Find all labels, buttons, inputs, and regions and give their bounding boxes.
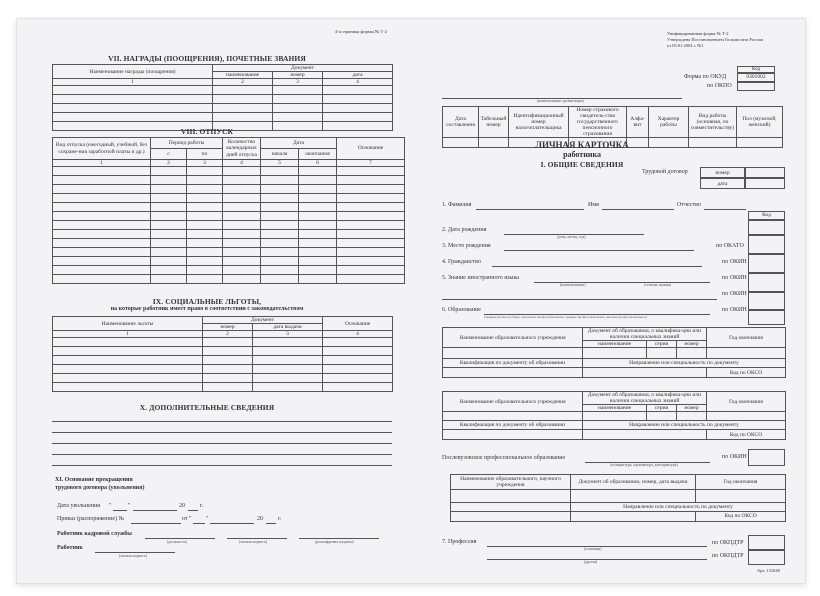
education-table-1: Наименование образовательного учреждения Документ об образовании, о квалифика-ции или наличии специальных знаний Год окончания наименование серия номер Квалификация по документу об образовании Направление или специальность по документу Код по ОКСО xyxy=(442,327,786,378)
card-subtitle: работника xyxy=(563,150,601,159)
dismissal-month-field[interactable] xyxy=(133,510,177,511)
profession-main-code[interactable] xyxy=(748,535,785,550)
awards-table: Наименование награды (поощрения) Документ наименование номер дата 1 2 3 4 xyxy=(52,64,393,131)
code-header: Код xyxy=(737,66,775,73)
language-code-box[interactable] xyxy=(748,273,785,292)
education-table-2: Наименование образовательного учреждения Документ об образовании, о квалифика-ции или наличии специальных знаний Год окончания наименование серия номер Квалификация по документу об образовании Направление или специальность по документу Код по ОКСО xyxy=(442,391,786,440)
hr-sign-field[interactable] xyxy=(227,538,287,539)
surname-field[interactable] xyxy=(476,209,584,210)
left-page: 4-я страница формы № Т-2 VII. НАГРАДЫ (ПООЩРЕНИЯ), ПОЧЕТНЫЕ ЗВАНИЯ Наименование награды (поощрения) Документ наименование номер дата 1 2 3 4 VIII. ОТПУСК Вид отпуска (ежегодный, учебный, без сохране-ния заработной платы и др.) Период работы Количество календарных дней отпуска Дата Основание с по начала окончания 1 2 3 4 5 6 7 IX. СОЦИАЛЬНЫЕ ЛЬГОТЫ, на которые работник имеет право в соответствии с законодательством Наименование льготы Документ Основание номер дата выдачи 1 2 3 4 X. ДОПОЛНИТЕЛЬНЫЕ СВЕДЕНИЯ XI. Основание прекращения трудового договора (увольнения) Дата увольнения " " 20 г. Приказ (распоряжение) № от " " 20 г. Работник кадровой службы (должность) (личная подпись) (расшифровка подписи) Работник (личная подпись) xyxy=(17,19,412,583)
order-year-field[interactable] xyxy=(266,523,276,524)
okpo-label: по ОКПО xyxy=(707,83,732,89)
section10-title: X. ДОПОЛНИТЕЛЬНЫЕ СВЕДЕНИЯ xyxy=(139,403,275,412)
header-table: Дата составления Табельный номер Идентификационный номер налогоплательщика Номер страхового свидетель-ства государственного пенсионного страхования Алфа-вит Характер работы Вид работы (основная, по совместительству) Пол (мужской, женский) xyxy=(442,106,783,148)
profession-other-code[interactable] xyxy=(748,550,785,565)
surname-label: 1. Фамилия xyxy=(442,202,472,208)
organization-caption: (наименование организации) xyxy=(537,99,584,103)
postgrad-label: Послевузовское профессиональное образование xyxy=(442,455,566,461)
order-label: Приказ (распоряжение) № xyxy=(57,516,125,522)
contract-date-label: дата xyxy=(700,178,745,189)
contract-date-field[interactable] xyxy=(745,178,785,189)
form-sheet xyxy=(16,18,806,584)
hr-position-field[interactable] xyxy=(145,538,215,539)
section9-title: IX. СОЦИАЛЬНЫЕ ЛЬГОТЫ, xyxy=(152,297,262,306)
education-label: 6. Образование xyxy=(442,307,481,313)
okato-code-box[interactable] xyxy=(748,235,785,254)
order-month-field[interactable] xyxy=(210,523,254,524)
citizenship-label: 4. Гражданство xyxy=(442,259,481,265)
name-label: Имя xyxy=(588,202,599,208)
citizenship-field[interactable] xyxy=(492,266,702,267)
unified-form-note-3: от 05.01.2004 г. №1 xyxy=(667,43,704,48)
dismissal-date-label: Дата увольнения xyxy=(57,503,100,509)
unified-form-note-2: Утверждена Постановлением Госкомстата России xyxy=(667,37,763,42)
page-note: 4-я страница формы № Т-2 xyxy=(335,29,387,34)
card-title: ЛИЧНАЯ КАРТОЧКА xyxy=(535,140,629,150)
right-page: Унифицированная форма № Т-2 Утверждена Постановлением Госкомстата России от 05.01.2004 г. №1 Код Форма по ОКУД 0301002 по ОКПО (наименование организации) Дата составления Табельный номер Идентификационный номер налогоплательщика Номер страхового свидетель-ства государственного пенсионного страхования Алфа-вит Характер работы Вид работы (основная, по совместительству) Пол (мужской, женский) ЛИЧНАЯ КАРТОЧКА работника I. ОБЩИЕ СВЕДЕНИЯ Трудовой договор номер дата 1. Фамилия Имя Отчество Код 2. Дата рождения (день, месяц, год) 3. Место рождения по ОКАТО 4. Гражданство по ОКИН 5. Знание иностранного языка (наименование) (степень знания) по ОКИН по ОКИН 6. Образование (среднее (полное) общее, начальное профессиональное, среднее профессиональное, высшее профессиональное) по ОКИН Наименование образовательного учреждения Документ об образовании, о квалифика-ции или наличии специальных знаний Год окончания наименование серия номер Квалификация по документу об образовании Направление или специальность по документу Код по ОКСО Наименование образовательного учреждения Документ об образовании, о квалифика-ции или наличии специальных знаний Год окончания наименование серия номер Квалификация по документу об образовании Направление или специальность по документу Код по ОКСО Послевузовское профессиональное образование (аспирантура, адъюнктура, докторантура) по ОКИН Наименование образовательного, научного учреждения Документ об образовании, номер, дата выдачи Год окончания Направление или специальность по документу Код по ОКСО 7. Профессия (основная) по ОКПДТР (другая) по ОКПДТР Арт. 131048 xyxy=(412,19,807,583)
section9-subtitle: на которые работник имеет право в соответствии с законодательством xyxy=(110,306,304,312)
okpo-field[interactable] xyxy=(737,82,775,91)
okud-label: Форма по ОКУД xyxy=(684,74,727,80)
worker-sign-field[interactable] xyxy=(95,552,175,553)
patronymic-label: Отчество xyxy=(677,202,701,208)
worker-label: Работник xyxy=(57,545,83,551)
language-label: 5. Знание иностранного языка xyxy=(442,275,519,281)
section7-title: VII. НАГРАДЫ (ПООЩРЕНИЯ), ПОЧЕТНЫЕ ЗВАНИЯ xyxy=(108,54,306,63)
hr-worker-label: Работник кадровой службы xyxy=(57,531,132,537)
dismissal-day-field[interactable] xyxy=(113,510,127,511)
order-number-field[interactable] xyxy=(131,523,181,524)
contract-num-label: номер xyxy=(700,167,745,178)
section1-title: I. ОБЩИЕ СВЕДЕНИЯ xyxy=(540,160,624,169)
birthplace-field[interactable] xyxy=(504,250,694,251)
vacation-table: Вид отпуска (ежегодный, учебный, без сохране-ния заработной платы и др.) Период работы Количество календарных дней отпуска Дата Основание с по начала окончания 1 2 3 4 5 6 7 xyxy=(52,137,405,284)
contract-num-field[interactable] xyxy=(745,167,785,178)
birthdate-code-box xyxy=(748,220,785,235)
section11-title: XI. Основание прекращения xyxy=(55,477,133,483)
dismissal-year-field[interactable] xyxy=(188,510,198,511)
hr-decode-field[interactable] xyxy=(299,538,379,539)
okud-value: 0301002 xyxy=(737,73,775,82)
birthdate-label: 2. Дата рождения xyxy=(442,227,487,233)
birthplace-label: 3. Место рождения xyxy=(442,243,491,249)
profession-label: 7. Профессия xyxy=(442,539,477,545)
article-number: Арт. 131048 xyxy=(757,568,780,573)
science-table: Наименование образовательного, научного учреждения Документ об образовании, номер, дата выдачи Год окончания Направление или специальность по документу Код по ОКСО xyxy=(450,474,786,522)
benefits-table: Наименование льготы Документ Основание номер дата выдачи 1 2 3 4 xyxy=(52,316,393,392)
order-day-field[interactable] xyxy=(193,523,205,524)
education-code-box[interactable] xyxy=(748,310,785,325)
patronymic-field[interactable] xyxy=(704,209,746,210)
name-field[interactable] xyxy=(602,209,674,210)
contract-label: Трудовой договор xyxy=(642,169,688,175)
extra-code-box[interactable] xyxy=(748,292,785,310)
section11-title-2: трудового договора (увольнения) xyxy=(55,485,145,491)
unified-form-note-1: Унифицированная форма № Т-2 xyxy=(667,31,729,36)
section8-title: VIII. ОТПУСК xyxy=(180,127,234,136)
code-label-2: Код xyxy=(748,211,785,220)
citizenship-code-box[interactable] xyxy=(748,254,785,273)
postgrad-code-box[interactable] xyxy=(748,449,785,466)
